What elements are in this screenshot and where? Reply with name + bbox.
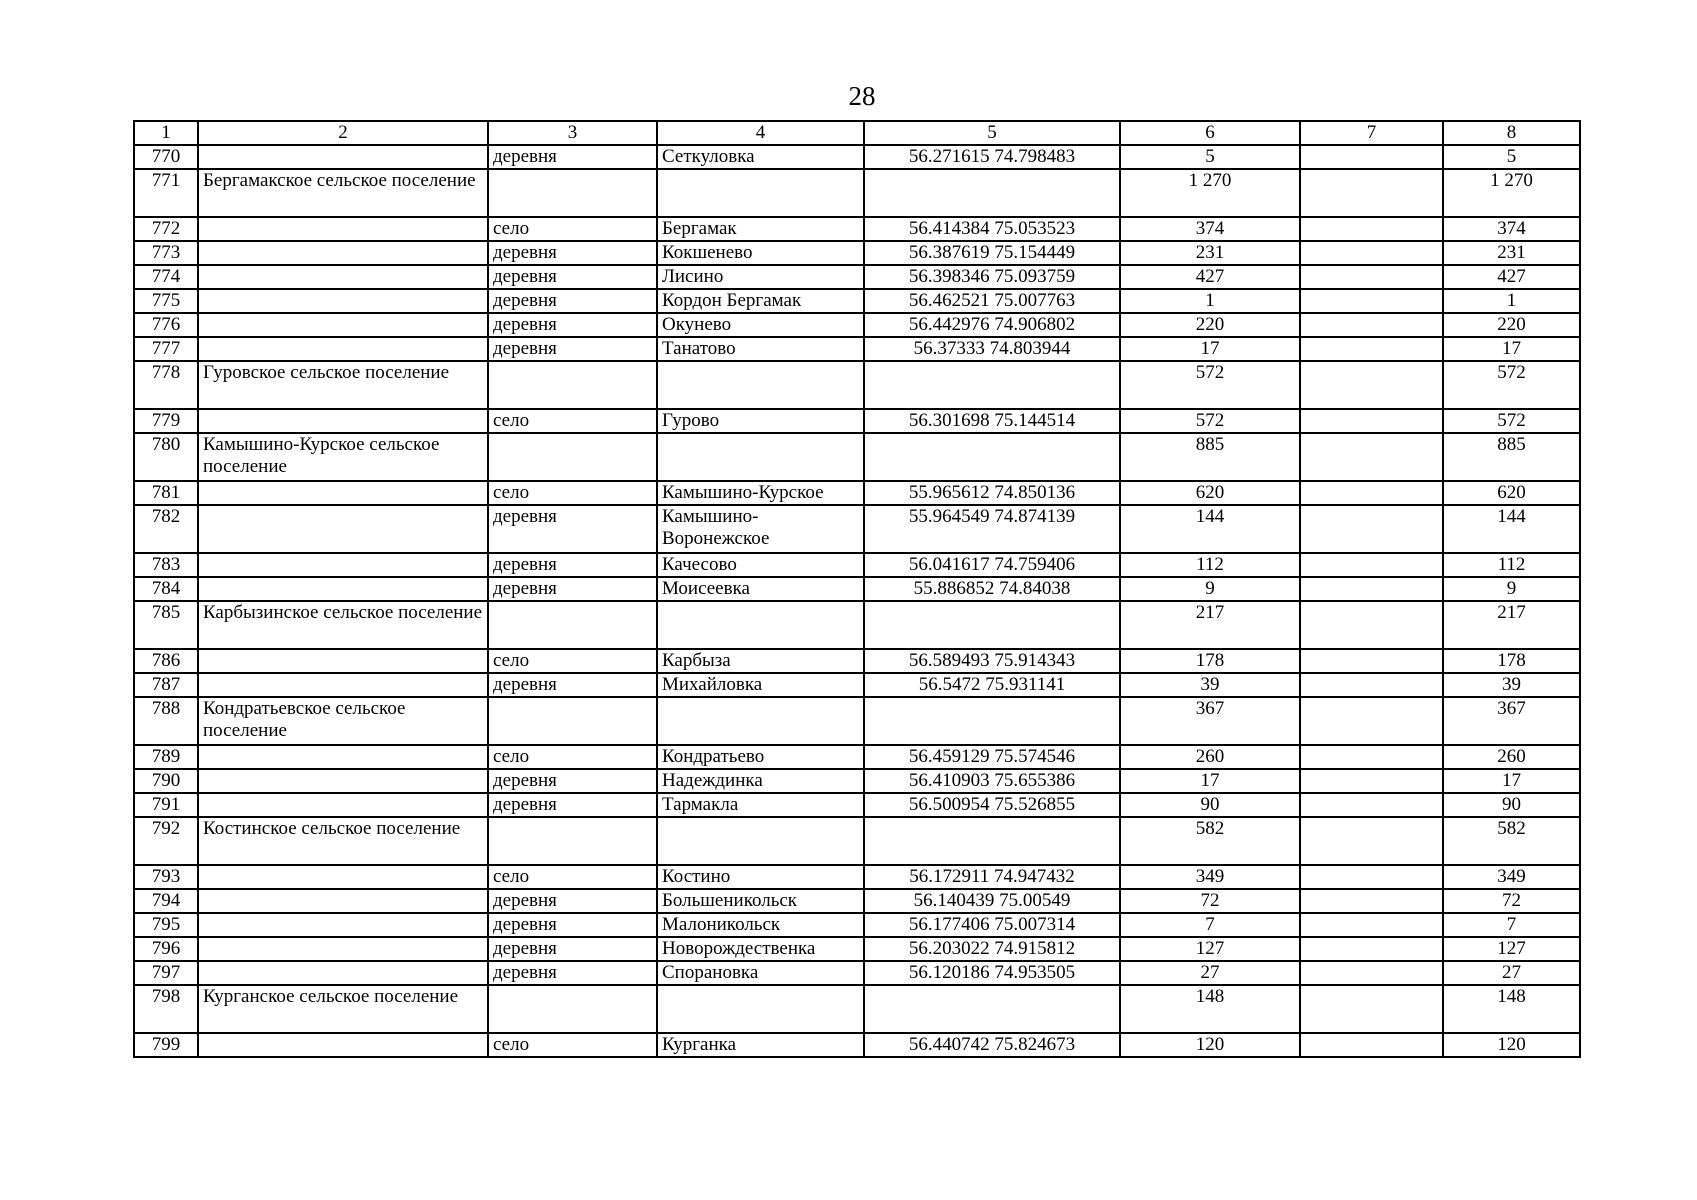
coordinates-cell: 56.37333 74.803944 [864,337,1120,361]
row-number-cell: 780 [134,433,198,481]
coordinates-cell: 56.398346 75.093759 [864,265,1120,289]
settlement-type-cell: деревня [488,241,657,265]
row-number-cell: 799 [134,1033,198,1057]
population-col6-cell: 112 [1120,553,1300,577]
population-col8-cell: 72 [1443,889,1580,913]
table-row [134,337,1580,361]
coordinates-cell: 56.172911 74.947432 [864,865,1120,889]
col7-cell [1300,409,1443,433]
settlement-name-cell: Камышино-Воронежское [657,505,864,553]
coordinates-cell [864,361,1120,409]
settlement-type-cell: деревня [488,937,657,961]
population-col6-cell: 572 [1120,361,1300,409]
table-row [134,361,1580,409]
row-number-cell: 782 [134,505,198,553]
header-cell-7: 7 [1300,121,1443,145]
table-row [134,985,1580,1033]
settlement-type-cell [488,433,657,481]
row-number-cell: 792 [134,817,198,865]
coordinates-cell [864,433,1120,481]
population-col6-cell: 5 [1120,145,1300,169]
settlement-type-cell [488,361,657,409]
header-cell-1: 1 [134,121,198,145]
row-number-cell: 794 [134,889,198,913]
col7-cell [1300,673,1443,697]
population-col8-cell: 1 270 [1443,169,1580,217]
table-row [134,913,1580,937]
settlement-district-cell [198,673,488,697]
coordinates-cell: 56.440742 75.824673 [864,1033,1120,1057]
row-number-cell: 773 [134,241,198,265]
population-col6-cell: 367 [1120,697,1300,745]
settlement-type-cell: деревня [488,889,657,913]
header-cell-2: 2 [198,121,488,145]
table-row [134,649,1580,673]
col7-cell [1300,985,1443,1033]
settlement-type-cell [488,985,657,1033]
settlement-district-cell [198,217,488,241]
row-number-cell: 795 [134,913,198,937]
settlement-district-cell [198,1033,488,1057]
population-col6-cell: 620 [1120,481,1300,505]
settlement-name-cell: Гурово [657,409,864,433]
table-row [134,481,1580,505]
coordinates-cell: 56.5472 75.931141 [864,673,1120,697]
row-number-cell: 784 [134,577,198,601]
table-row [134,865,1580,889]
col7-cell [1300,433,1443,481]
settlement-type-cell: село [488,745,657,769]
row-number-cell: 777 [134,337,198,361]
row-number-cell: 789 [134,745,198,769]
settlement-type-cell: село [488,865,657,889]
col7-cell [1300,265,1443,289]
col7-cell [1300,337,1443,361]
settlement-district-cell [198,313,488,337]
settlement-type-cell: деревня [488,769,657,793]
row-number-cell: 775 [134,289,198,313]
population-col8-cell: 427 [1443,265,1580,289]
row-number-cell: 779 [134,409,198,433]
coordinates-cell: 55.965612 74.850136 [864,481,1120,505]
population-col8-cell: 367 [1443,697,1580,745]
population-col8-cell: 27 [1443,961,1580,985]
population-col8-cell: 148 [1443,985,1580,1033]
settlement-type-cell: деревня [488,313,657,337]
settlement-district-cell [198,769,488,793]
table-row [134,265,1580,289]
population-col8-cell: 260 [1443,745,1580,769]
coordinates-cell: 55.964549 74.874139 [864,505,1120,553]
population-col6-cell: 885 [1120,433,1300,481]
settlement-name-cell: Карбыза [657,649,864,673]
settlement-name-cell: Новорождественка [657,937,864,961]
coordinates-cell: 56.442976 74.906802 [864,313,1120,337]
settlement-district-cell [198,481,488,505]
col7-cell [1300,601,1443,649]
population-col8-cell: 120 [1443,1033,1580,1057]
population-col8-cell: 231 [1443,241,1580,265]
settlement-type-cell: деревня [488,337,657,361]
population-col8-cell: 90 [1443,793,1580,817]
coordinates-cell: 56.271615 74.798483 [864,145,1120,169]
population-col8-cell: 582 [1443,817,1580,865]
population-col6-cell: 90 [1120,793,1300,817]
row-number-cell: 788 [134,697,198,745]
settlement-district-cell [198,937,488,961]
coordinates-cell: 56.589493 75.914343 [864,649,1120,673]
population-col8-cell: 5 [1443,145,1580,169]
population-col8-cell: 178 [1443,649,1580,673]
population-col6-cell: 178 [1120,649,1300,673]
population-col6-cell: 148 [1120,985,1300,1033]
settlement-name-cell: Танатово [657,337,864,361]
settlement-name-cell: Малоникольск [657,913,864,937]
table-row [134,961,1580,985]
settlement-name-cell: Бергамак [657,217,864,241]
settlement-name-cell [657,169,864,217]
settlement-district-cell [198,793,488,817]
col7-cell [1300,961,1443,985]
settlement-type-cell: деревня [488,505,657,553]
population-col8-cell: 572 [1443,361,1580,409]
table-row [134,601,1580,649]
settlement-district-cell [198,337,488,361]
table-row [134,145,1580,169]
col7-cell [1300,217,1443,241]
population-col6-cell: 39 [1120,673,1300,697]
settlement-type-cell: деревня [488,793,657,817]
population-col6-cell: 9 [1120,577,1300,601]
coordinates-cell: 55.886852 74.84038 [864,577,1120,601]
col7-cell [1300,745,1443,769]
coordinates-cell [864,169,1120,217]
col7-cell [1300,817,1443,865]
settlement-name-cell: Кондратьево [657,745,864,769]
population-col8-cell: 39 [1443,673,1580,697]
settlement-type-cell: село [488,481,657,505]
settlement-type-cell: деревня [488,289,657,313]
coordinates-cell: 56.462521 75.007763 [864,289,1120,313]
population-col6-cell: 17 [1120,337,1300,361]
population-col8-cell: 374 [1443,217,1580,241]
settlement-type-cell: село [488,649,657,673]
coordinates-cell: 56.041617 74.759406 [864,553,1120,577]
row-number-cell: 797 [134,961,198,985]
settlement-district-cell: Карбызинское сельское поселение [198,601,488,649]
settlement-name-cell: Михайловка [657,673,864,697]
population-col8-cell: 7 [1443,913,1580,937]
col7-cell [1300,361,1443,409]
col7-cell [1300,145,1443,169]
settlement-district-cell [198,865,488,889]
settlement-name-cell [657,817,864,865]
row-number-cell: 781 [134,481,198,505]
population-col8-cell: 17 [1443,337,1580,361]
table-row [134,217,1580,241]
settlement-type-cell: село [488,217,657,241]
population-col8-cell: 17 [1443,769,1580,793]
settlement-type-cell: деревня [488,961,657,985]
table-row [134,577,1580,601]
settlement-district-cell: Костинское сельское поселение [198,817,488,865]
coordinates-cell [864,985,1120,1033]
population-col6-cell: 349 [1120,865,1300,889]
row-number-cell: 786 [134,649,198,673]
settlement-district-cell [198,649,488,673]
row-number-cell: 771 [134,169,198,217]
population-col6-cell: 127 [1120,937,1300,961]
settlement-district-cell: Гуровское сельское поселение [198,361,488,409]
population-col6-cell: 120 [1120,1033,1300,1057]
coordinates-cell: 56.459129 75.574546 [864,745,1120,769]
col7-cell [1300,505,1443,553]
settlement-type-cell: деревня [488,265,657,289]
settlement-district-cell [198,577,488,601]
row-number-cell: 785 [134,601,198,649]
settlement-type-cell: село [488,1033,657,1057]
table-row [134,793,1580,817]
settlement-name-cell: Курганка [657,1033,864,1057]
row-number-cell: 791 [134,793,198,817]
coordinates-cell: 56.410903 75.655386 [864,769,1120,793]
population-col6-cell: 144 [1120,505,1300,553]
settlement-type-cell: село [488,409,657,433]
population-col8-cell: 144 [1443,505,1580,553]
col7-cell [1300,913,1443,937]
settlement-district-cell: Камышино-Курское сельское поселение [198,433,488,481]
settlement-name-cell: Моисеевка [657,577,864,601]
settlement-name-cell: Большеникольск [657,889,864,913]
col7-cell [1300,241,1443,265]
table-header-row [134,121,1580,145]
coordinates-cell: 56.301698 75.144514 [864,409,1120,433]
settlement-name-cell: Окунево [657,313,864,337]
population-col8-cell: 572 [1443,409,1580,433]
row-number-cell: 776 [134,313,198,337]
col7-cell [1300,169,1443,217]
row-number-cell: 790 [134,769,198,793]
coordinates-cell: 56.177406 75.007314 [864,913,1120,937]
settlement-district-cell [198,913,488,937]
coordinates-cell [864,601,1120,649]
coordinates-cell [864,697,1120,745]
page-number: 28 [848,81,876,111]
table-row [134,289,1580,313]
table-row [134,889,1580,913]
population-col8-cell: 1 [1443,289,1580,313]
table-row [134,673,1580,697]
col7-cell [1300,937,1443,961]
population-col8-cell: 127 [1443,937,1580,961]
row-number-cell: 796 [134,937,198,961]
table-row [134,241,1580,265]
settlements-table [133,120,1581,1058]
col7-cell [1300,313,1443,337]
settlement-name-cell [657,361,864,409]
col7-cell [1300,1033,1443,1057]
header-cell-8: 8 [1443,121,1580,145]
settlement-name-cell [657,985,864,1033]
settlement-district-cell [198,241,488,265]
settlement-district-cell [198,265,488,289]
population-col6-cell: 260 [1120,745,1300,769]
coordinates-cell: 56.140439 75.00549 [864,889,1120,913]
settlement-name-cell: Камышино-Курское [657,481,864,505]
settlement-name-cell: Качесово [657,553,864,577]
col7-cell [1300,769,1443,793]
coordinates-cell: 56.500954 75.526855 [864,793,1120,817]
population-col6-cell: 572 [1120,409,1300,433]
settlement-name-cell [657,697,864,745]
population-col8-cell: 9 [1443,577,1580,601]
population-col6-cell: 27 [1120,961,1300,985]
col7-cell [1300,481,1443,505]
table-row [134,745,1580,769]
settlement-name-cell: Кордон Бергамак [657,289,864,313]
row-number-cell: 772 [134,217,198,241]
coordinates-cell: 56.387619 75.154449 [864,241,1120,265]
population-col6-cell: 231 [1120,241,1300,265]
row-number-cell: 787 [134,673,198,697]
settlement-district-cell: Кондратьевское сельское поселение [198,697,488,745]
header-cell-4: 4 [657,121,864,145]
settlement-district-cell [198,409,488,433]
settlement-district-cell [198,505,488,553]
table-row [134,817,1580,865]
table-row [134,169,1580,217]
settlement-type-cell [488,697,657,745]
row-number-cell: 798 [134,985,198,1033]
settlement-name-cell [657,433,864,481]
population-col6-cell: 17 [1120,769,1300,793]
population-col6-cell: 220 [1120,313,1300,337]
settlement-type-cell [488,817,657,865]
table-row [134,1033,1580,1057]
table-row [134,697,1580,745]
settlement-type-cell: деревня [488,145,657,169]
settlement-type-cell: деревня [488,577,657,601]
table-row [134,505,1580,553]
coordinates-cell: 56.120186 74.953505 [864,961,1120,985]
settlement-district-cell [198,889,488,913]
row-number-cell: 793 [134,865,198,889]
table-row [134,313,1580,337]
table-row [134,409,1580,433]
settlement-type-cell: деревня [488,673,657,697]
population-col8-cell: 220 [1443,313,1580,337]
settlement-district-cell [198,961,488,985]
col7-cell [1300,889,1443,913]
settlement-district-cell [198,289,488,313]
header-cell-5: 5 [864,121,1120,145]
row-number-cell: 774 [134,265,198,289]
population-col8-cell: 349 [1443,865,1580,889]
population-col6-cell: 374 [1120,217,1300,241]
col7-cell [1300,649,1443,673]
settlement-name-cell: Сеткуловка [657,145,864,169]
settlement-type-cell [488,601,657,649]
settlement-district-cell [198,145,488,169]
col7-cell [1300,553,1443,577]
population-col8-cell: 620 [1443,481,1580,505]
settlement-type-cell: деревня [488,913,657,937]
row-number-cell: 778 [134,361,198,409]
settlement-district-cell [198,745,488,769]
table-row [134,769,1580,793]
col7-cell [1300,865,1443,889]
population-col6-cell: 72 [1120,889,1300,913]
header-cell-6: 6 [1120,121,1300,145]
settlement-name-cell: Лисино [657,265,864,289]
settlement-type-cell [488,169,657,217]
population-col8-cell: 885 [1443,433,1580,481]
col7-cell [1300,793,1443,817]
col7-cell [1300,289,1443,313]
coordinates-cell: 56.414384 75.053523 [864,217,1120,241]
settlement-name-cell: Спорановка [657,961,864,985]
row-number-cell: 783 [134,553,198,577]
population-col6-cell: 217 [1120,601,1300,649]
settlement-district-cell: Бергамакское сельское поселение [198,169,488,217]
settlement-name-cell: Надеждинка [657,769,864,793]
population-col6-cell: 1 [1120,289,1300,313]
population-col6-cell: 582 [1120,817,1300,865]
settlement-district-cell [198,553,488,577]
coordinates-cell: 56.203022 74.915812 [864,937,1120,961]
settlement-name-cell: Костино [657,865,864,889]
table-row [134,937,1580,961]
settlement-type-cell: деревня [488,553,657,577]
header-cell-3: 3 [488,121,657,145]
row-number-cell: 770 [134,145,198,169]
population-col8-cell: 112 [1443,553,1580,577]
population-col6-cell: 7 [1120,913,1300,937]
col7-cell [1300,697,1443,745]
table-row [134,433,1580,481]
settlement-name-cell: Кокшенево [657,241,864,265]
settlement-name-cell: Тармакла [657,793,864,817]
settlement-name-cell [657,601,864,649]
population-col6-cell: 1 270 [1120,169,1300,217]
population-col6-cell: 427 [1120,265,1300,289]
col7-cell [1300,577,1443,601]
table-body [134,121,1580,1057]
population-col8-cell: 217 [1443,601,1580,649]
settlement-district-cell: Курганское сельское поселение [198,985,488,1033]
coordinates-cell [864,817,1120,865]
table-row [134,553,1580,577]
